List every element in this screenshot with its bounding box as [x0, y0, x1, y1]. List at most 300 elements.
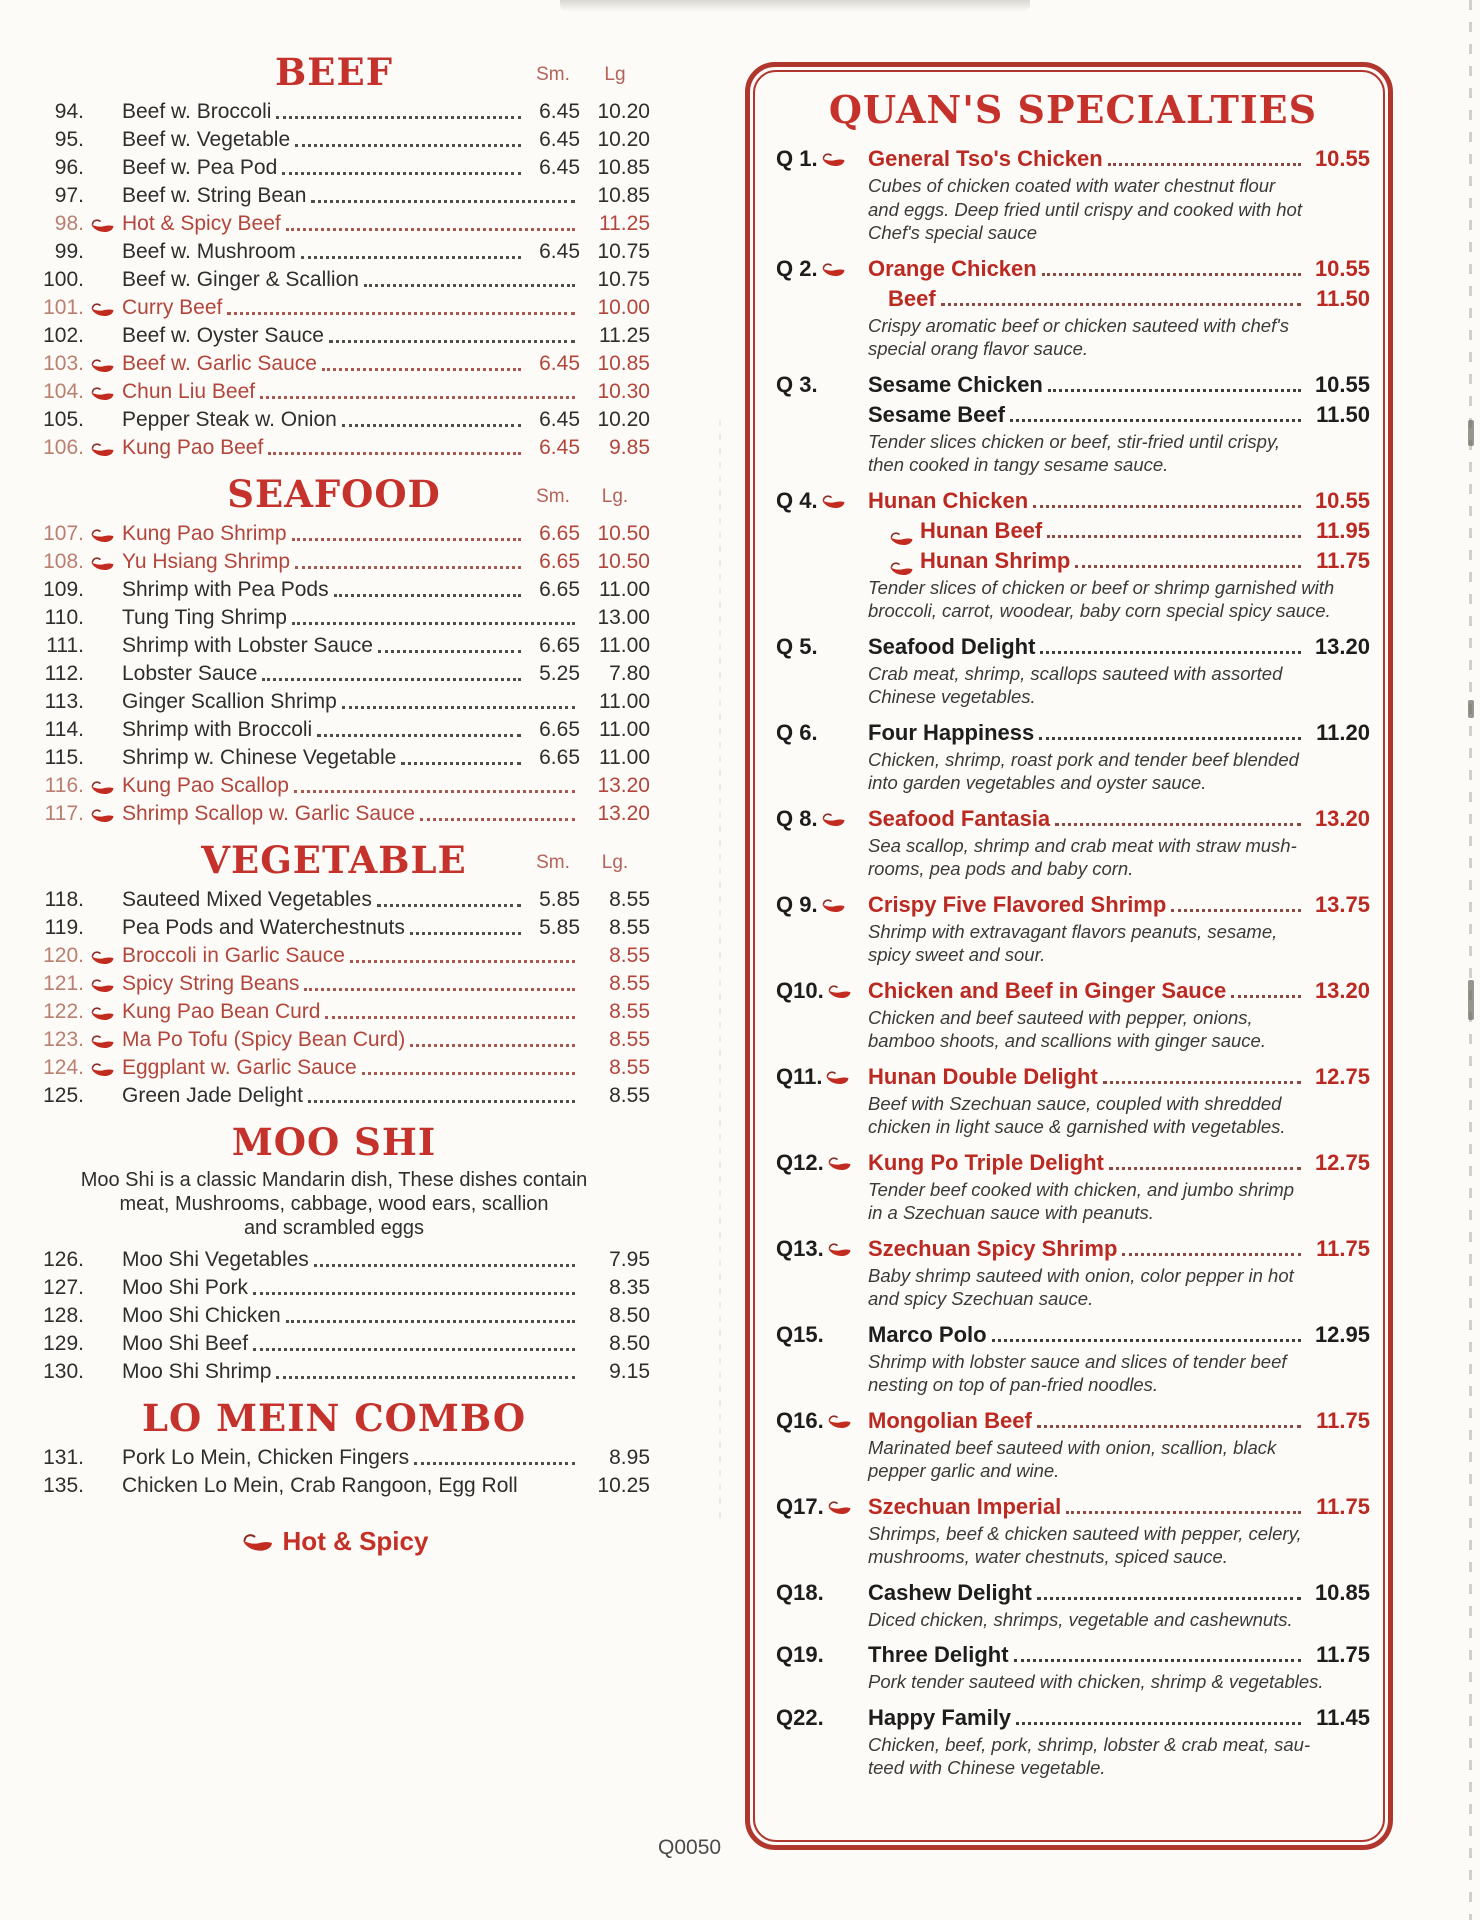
- item-name: Tung Ting Shrimp: [122, 606, 287, 629]
- item-name: Beef w. Garlic Sauce: [122, 352, 317, 375]
- item-number: 106.: [43, 436, 84, 459]
- specialty-line: [776, 284, 1370, 314]
- specialty-description-line: Chef's special sauce: [868, 222, 1038, 243]
- item-name: Eggplant w. Garlic Sauce: [122, 1056, 357, 1079]
- specialty-line: [776, 976, 1370, 1006]
- specialty-line: [776, 1406, 1370, 1436]
- small-size-header: Sm.: [536, 486, 570, 507]
- item-name: Shrimp w. Chinese Vegetable: [122, 746, 397, 769]
- specialty-number: Q17.: [776, 1492, 868, 1522]
- spicy-pepper-icon: [888, 530, 914, 546]
- item-name: Kung Pao Beef: [122, 436, 264, 459]
- specialty-description-line: Beef with Szechuan sauce, coupled with shredded: [868, 1092, 1282, 1114]
- specialty-line: [776, 144, 1370, 174]
- dotted-leader: [276, 116, 521, 119]
- specialty-line: [776, 890, 1370, 920]
- specialty-line: [776, 486, 1370, 516]
- specialty-line: [776, 1148, 1370, 1178]
- specialty-description-line: and spicy Szechuan sauce.: [868, 1288, 1094, 1309]
- specialty-item: [776, 1703, 1370, 1780]
- item-name: Pork Lo Mein, Chicken Fingers: [122, 1446, 410, 1469]
- specialty-price: 11.75: [1316, 1235, 1370, 1261]
- dotted-leader: [941, 303, 1301, 306]
- item-number: 99.: [54, 240, 84, 263]
- item-number: 115.: [44, 746, 84, 769]
- specialty-number: Q22.: [776, 1704, 824, 1730]
- spicy-indicator-slot: [84, 121, 120, 126]
- menu-item-row: [18, 350, 650, 378]
- item-price-large: 11.00: [599, 578, 650, 601]
- specialty-description-line: Cubes of chicken coated with water chestnut flour: [868, 175, 1276, 196]
- item-price-small: 5.85: [539, 916, 580, 939]
- specialty-item: [776, 632, 1370, 709]
- specialty-name: Crispy Five Flavored Shrimp: [868, 891, 1167, 917]
- item-number: 122.: [43, 1000, 84, 1023]
- specialty-description-line: spicy sweet and sour.: [868, 944, 1046, 965]
- specialty-name: Beef: [888, 285, 936, 311]
- item-number: 111.: [46, 634, 84, 657]
- small-size-header: Sm.: [536, 64, 570, 85]
- item-price-large: 8.35: [609, 1276, 650, 1299]
- section-header: [18, 50, 650, 94]
- specialty-number: Q12.: [776, 1148, 868, 1178]
- dotted-leader: [1014, 1659, 1301, 1662]
- spicy-indicator-slot: [84, 1105, 120, 1110]
- menu-section-moo-shi: [18, 1120, 650, 1386]
- dotted-leader: [308, 1100, 575, 1103]
- item-number: 109.: [43, 578, 84, 601]
- size-column-headers: [526, 64, 650, 86]
- dotted-leader: [342, 706, 575, 709]
- dotted-leader: [1048, 389, 1301, 392]
- scan-smudge: [560, 0, 1030, 12]
- item-number: 135.: [43, 1474, 84, 1497]
- specialty-description: [868, 920, 1370, 967]
- dotted-leader: [1109, 1167, 1301, 1170]
- specialty-line: [776, 1234, 1370, 1264]
- specialty-price: 11.45: [1316, 1704, 1370, 1730]
- item-number: 121.: [43, 972, 84, 995]
- item-name: Broccoli in Garlic Sauce: [122, 944, 345, 967]
- specialty-line: [776, 400, 1370, 430]
- section-title: BEEF: [275, 50, 393, 94]
- item-number: 108.: [43, 550, 84, 573]
- spicy-pepper-icon: [89, 779, 115, 795]
- spicy-indicator-slot: [84, 1005, 120, 1026]
- item-number: 110.: [44, 606, 84, 629]
- item-price-large: 11.00: [599, 634, 650, 657]
- menu-item-row: [18, 632, 650, 660]
- left-menu-column: [18, 40, 650, 1557]
- page-edge-line: [1469, 0, 1472, 1920]
- specialty-name: Hunan Chicken: [868, 487, 1029, 513]
- spicy-indicator-slot: [84, 301, 120, 322]
- spicy-pepper-icon: [89, 807, 115, 823]
- dotted-leader: [350, 960, 575, 963]
- item-price-large: 10.20: [597, 408, 650, 431]
- item-number: 114.: [44, 718, 84, 741]
- specialty-description-line: Chinese vegetables.: [868, 686, 1036, 707]
- menu-section-vegetable: [18, 838, 650, 1110]
- specialty-description-line: Pork tender sauteed with chicken, shrimp & vegetables.: [868, 1671, 1324, 1692]
- spicy-indicator-slot: [84, 385, 120, 406]
- specialty-number: Q 9.: [776, 890, 868, 920]
- item-price-large: 8.55: [609, 888, 650, 911]
- item-price-small: 6.65: [539, 718, 580, 741]
- spicy-pepper-icon: [89, 555, 115, 571]
- specialty-item: [776, 370, 1370, 477]
- specialty-line: [776, 1320, 1370, 1350]
- specialty-description-line: Chicken, shrimp, roast pork and tender beef blended: [868, 748, 1299, 770]
- spicy-pepper-icon: [820, 493, 846, 509]
- specialty-name: Sesame Beef: [868, 401, 1005, 427]
- item-number: 123.: [43, 1028, 84, 1051]
- spicy-pepper-icon: [888, 560, 914, 576]
- specialty-description-line: Tender slices chicken or beef, stir-fried until crispy,: [868, 430, 1280, 452]
- item-name: Sauteed Mixed Vegetables: [122, 888, 372, 911]
- menu-item-row: [18, 378, 650, 406]
- specialty-name: Orange Chicken: [868, 255, 1037, 281]
- item-price-large: 11.00: [599, 718, 650, 741]
- specialty-description-line: into garden vegetables and oyster sauce.: [868, 772, 1207, 793]
- menu-item-row: [18, 434, 650, 462]
- item-price-large: 8.55: [609, 1028, 650, 1051]
- spicy-pepper-icon: [826, 1413, 852, 1429]
- item-name: Ma Po Tofu (Spicy Bean Curd): [122, 1028, 406, 1051]
- specialty-description-line: Sea scallop, shrimp and crab meat with straw mush-: [868, 834, 1297, 856]
- specialty-description: [868, 174, 1370, 245]
- dotted-leader: [276, 1376, 575, 1379]
- specialty-line: [776, 254, 1370, 284]
- item-price-small: 5.85: [539, 888, 580, 911]
- dotted-leader: [401, 762, 521, 765]
- item-price-large: 11.25: [599, 212, 650, 235]
- spicy-indicator-slot: [84, 289, 120, 294]
- specialty-price: 13.20: [1314, 805, 1370, 831]
- spicy-indicator-slot: [84, 711, 120, 716]
- specialty-price: 13.20: [1314, 633, 1370, 659]
- specialty-description-line: then cooked in tangy sesame sauce.: [868, 454, 1169, 475]
- item-name: Lobster Sauce: [122, 662, 258, 685]
- scan-mark: [1468, 420, 1474, 446]
- item-price-small: 6.65: [539, 634, 580, 657]
- specialty-description: [868, 1522, 1370, 1569]
- spicy-pepper-icon: [89, 527, 115, 543]
- item-number: 120.: [43, 944, 84, 967]
- spicy-pepper-icon: [89, 357, 115, 373]
- item-number: 98.: [54, 212, 84, 235]
- specialty-price: 11.20: [1316, 719, 1370, 745]
- item-number: 116.: [44, 774, 84, 797]
- item-price-large: 8.55: [609, 916, 650, 939]
- specialty-item: [776, 1578, 1370, 1632]
- specialty-description: [868, 1092, 1370, 1139]
- item-name: Chicken Lo Mein, Crab Rangoon, Egg Roll: [122, 1474, 518, 1497]
- spicy-indicator-slot: [84, 683, 120, 688]
- dotted-leader: [1066, 1511, 1301, 1514]
- specialty-number: Q11.: [776, 1062, 868, 1092]
- item-name: Curry Beef: [122, 296, 223, 319]
- item-price-large: 8.55: [609, 1084, 650, 1107]
- menu-item-row: [18, 1444, 650, 1472]
- menu-item-row: [18, 98, 650, 126]
- dotted-leader: [260, 396, 575, 399]
- specialty-price: 11.75: [1316, 1407, 1370, 1433]
- specialty-description: [868, 662, 1370, 709]
- specialty-item: [776, 486, 1370, 623]
- item-name: Kung Pao Shrimp: [122, 522, 287, 545]
- dotted-leader: [317, 734, 521, 737]
- specialty-number: Q 8.: [776, 804, 868, 834]
- section-header: [18, 472, 650, 516]
- specialty-description-line: Chicken, beef, pork, shrimp, lobster & crab meat, sau-: [868, 1733, 1311, 1755]
- specialty-item: [776, 1234, 1370, 1311]
- specialty-description-line: rooms, pea pods and baby corn.: [868, 858, 1134, 879]
- dotted-leader: [292, 538, 521, 541]
- specialty-price: 11.95: [1316, 517, 1370, 543]
- specialty-price: 11.50: [1316, 401, 1370, 427]
- menu-item-row: [18, 998, 650, 1026]
- item-price-large: 11.25: [599, 324, 650, 347]
- item-price-large: 8.55: [609, 972, 650, 995]
- item-price-large: 10.85: [597, 352, 650, 375]
- item-number: 129.: [43, 1332, 84, 1355]
- hot-spicy-label: Hot & Spicy: [282, 1526, 429, 1556]
- item-name: Moo Shi Chicken: [122, 1304, 281, 1327]
- item-price-large: 7.80: [609, 662, 650, 685]
- specialty-description-line: special orang flavor sauce.: [868, 338, 1089, 359]
- item-name: Ginger Scallion Shrimp: [122, 690, 337, 713]
- scan-mark: [1468, 980, 1474, 1020]
- section-description-line: Moo Shi is a classic Mandarin dish, These dishes contain: [80, 1169, 588, 1191]
- dotted-leader: [286, 228, 575, 231]
- specialty-price: 10.85: [1314, 1579, 1370, 1605]
- item-number: 124.: [43, 1056, 84, 1079]
- menu-item-row: [18, 406, 650, 434]
- menu-item-row: [18, 1054, 650, 1082]
- specialty-name: General Tso's Chicken: [868, 146, 1103, 171]
- size-column-headers: [526, 852, 650, 874]
- specialty-number: Q15.: [776, 1321, 824, 1347]
- specialty-price: 11.75: [1316, 1642, 1370, 1667]
- dotted-leader: [304, 988, 575, 991]
- spicy-indicator-slot: [84, 767, 120, 772]
- specialty-price: 13.75: [1314, 891, 1370, 917]
- specialty-number: Q16.: [776, 1406, 868, 1436]
- item-number: 117.: [44, 802, 84, 825]
- item-number: 113.: [44, 690, 84, 713]
- spicy-indicator-slot: [84, 527, 120, 548]
- dotted-leader: [301, 256, 521, 259]
- dotted-leader: [295, 566, 521, 569]
- item-name: Beef w. Ginger & Scallion: [122, 268, 359, 291]
- item-number: 126.: [43, 1248, 84, 1271]
- dotted-leader: [286, 1320, 575, 1323]
- specialty-line: [776, 546, 1370, 576]
- specialty-price: 10.55: [1314, 487, 1370, 513]
- section-header: [18, 1396, 650, 1440]
- spicy-pepper-icon: [89, 385, 115, 401]
- spicy-indicator-slot: [84, 909, 120, 914]
- specialty-price: 13.20: [1314, 977, 1370, 1003]
- item-number: 119.: [44, 916, 84, 939]
- specialty-description: [868, 748, 1370, 795]
- spicy-indicator-slot: [84, 1353, 120, 1358]
- specialty-name: Happy Family: [868, 1704, 1012, 1730]
- specialty-name: Marco Polo: [868, 1321, 987, 1347]
- dotted-leader: [1231, 995, 1301, 998]
- item-name: Kung Pao Scallop: [122, 774, 289, 797]
- item-price-small: 5.25: [539, 662, 580, 685]
- spicy-pepper-icon: [820, 811, 846, 827]
- dotted-leader: [1037, 1597, 1301, 1600]
- item-price-large: 10.50: [597, 522, 650, 545]
- item-name: Hot & Spicy Beef: [122, 212, 281, 235]
- menu-item-row: [18, 942, 650, 970]
- dotted-leader: [1103, 1081, 1301, 1084]
- menu-item-row: [18, 772, 650, 800]
- dotted-leader: [1042, 273, 1301, 276]
- dotted-leader: [1055, 823, 1301, 826]
- specialty-name: Hunan Shrimp: [920, 547, 1071, 573]
- item-name: Kung Pao Bean Curd: [122, 1000, 321, 1023]
- specialty-description-line: mushrooms, water chestnuts, spiced sauce.: [868, 1546, 1228, 1567]
- specialty-line: [776, 1640, 1370, 1670]
- item-price-small: 6.45: [539, 352, 580, 375]
- specialty-description-line: Shrimps, beef & chicken sauteed with pepper, celery,: [868, 1522, 1302, 1544]
- specialty-item: [776, 1640, 1370, 1694]
- item-price-large: 13.20: [597, 802, 650, 825]
- menu-item-row: [18, 1274, 650, 1302]
- section-description: [18, 1168, 650, 1240]
- specialty-name: Szechuan Spicy Shrimp: [868, 1235, 1118, 1261]
- item-price-large: 7.95: [609, 1248, 650, 1271]
- dotted-leader: [342, 424, 521, 427]
- menu-item-row: [18, 238, 650, 266]
- dotted-leader: [1171, 909, 1301, 912]
- specialty-number: Q19.: [776, 1642, 824, 1667]
- specialty-name: Seafood Delight: [868, 633, 1036, 659]
- spicy-indicator-slot: [84, 429, 120, 434]
- dotted-leader: [1108, 163, 1301, 166]
- specialty-item: [776, 804, 1370, 881]
- item-price-large: 8.55: [609, 1000, 650, 1023]
- item-name: Beef w. Broccoli: [122, 100, 272, 123]
- item-price-large: 10.85: [597, 184, 650, 207]
- item-price-small: 6.65: [539, 746, 580, 769]
- specialty-item: [776, 976, 1370, 1053]
- spicy-indicator-slot: [84, 441, 120, 462]
- specialty-description: [868, 1350, 1370, 1397]
- specialty-description-line: Crab meat, shrimp, scallops sauteed with assorted: [868, 662, 1283, 684]
- specialty-description: [868, 576, 1370, 623]
- item-number: 127.: [43, 1276, 84, 1299]
- spicy-indicator-slot: [84, 779, 120, 800]
- dotted-leader: [268, 452, 521, 455]
- spicy-pepper-icon: [89, 441, 115, 457]
- menu-item-row: [18, 154, 650, 182]
- specialty-price: 11.75: [1316, 547, 1370, 573]
- item-price-small: 6.65: [539, 522, 580, 545]
- specialty-description-line: Marinated beef sauteed with onion, scallion, black: [868, 1436, 1277, 1458]
- spicy-indicator-slot: [84, 1495, 120, 1500]
- specialty-item: [776, 718, 1370, 795]
- specialty-name: Hunan Beef: [920, 517, 1043, 543]
- spicy-pepper-icon: [89, 301, 115, 317]
- specialty-description-line: Tender slices of chicken or beef or shrimp garnished with: [868, 576, 1335, 598]
- item-number: 104.: [43, 380, 84, 403]
- dotted-leader: [1122, 1253, 1301, 1256]
- spicy-indicator-slot: [84, 1381, 120, 1386]
- spicy-pepper-icon: [820, 897, 846, 913]
- specialty-description-line: and eggs. Deep fried until crispy and cooked with hot: [868, 198, 1302, 220]
- item-number: 130.: [43, 1360, 84, 1383]
- item-number: 118.: [44, 888, 84, 911]
- specialty-description: [868, 834, 1370, 881]
- item-price-small: 6.45: [539, 100, 580, 123]
- item-price-small: 6.45: [539, 408, 580, 431]
- specialty-description: [868, 1670, 1370, 1694]
- item-number: 96.: [54, 156, 84, 179]
- hot-spicy-legend: [18, 1526, 650, 1557]
- menu-item-row: [18, 1082, 650, 1110]
- specialty-line: [776, 1703, 1370, 1733]
- menu-item-row: [18, 294, 650, 322]
- dotted-leader: [1040, 651, 1301, 654]
- item-name: Green Jade Delight: [122, 1084, 303, 1107]
- dotted-leader: [311, 200, 575, 203]
- menu-item-row: [18, 520, 650, 548]
- menu-item-row: [18, 914, 650, 942]
- dotted-leader: [1047, 535, 1301, 538]
- specialty-number: Q18.: [776, 1579, 824, 1605]
- spicy-indicator-slot: [84, 149, 120, 154]
- section-description-line: meat, Mushrooms, cabbage, wood ears, scallion: [119, 1193, 549, 1215]
- dotted-leader: [329, 340, 575, 343]
- item-price-large: 9.15: [609, 1360, 650, 1383]
- item-price-small: 6.45: [539, 436, 580, 459]
- menu-item-row: [18, 886, 650, 914]
- large-size-header: Lg.: [601, 486, 629, 507]
- item-name: Chun Liu Beef: [122, 380, 256, 403]
- item-name: Shrimp with Broccoli: [122, 718, 313, 741]
- specialty-name: Kung Po Triple Delight: [868, 1149, 1104, 1175]
- dotted-leader: [1075, 565, 1301, 568]
- specialty-item: [776, 144, 1370, 245]
- specialty-description-line: Baby shrimp sauteed with onion, color pepper in hot: [868, 1264, 1294, 1286]
- section-description-line: and scrambled eggs: [243, 1217, 425, 1239]
- section-title: MOO SHI: [231, 1120, 437, 1164]
- item-number: 131.: [43, 1446, 84, 1469]
- specialty-description-line: Chicken and beef sauteed with pepper, onions,: [868, 1006, 1253, 1028]
- scan-mark: [1468, 700, 1474, 718]
- menu-item-row: [18, 800, 650, 828]
- menu-item-row: [18, 970, 650, 998]
- specialty-line: [776, 516, 1370, 546]
- specialty-description-line: broccoli, carrot, woodear, baby corn special spicy sauce.: [868, 600, 1331, 621]
- spicy-pepper-icon: [826, 983, 852, 999]
- specialty-description-line: Crispy aromatic beef or chicken sauteed with chef's: [868, 314, 1290, 336]
- spicy-pepper-icon: [89, 1061, 115, 1077]
- menu-item-row: [18, 126, 650, 154]
- spicy-pepper-icon: [824, 1069, 850, 1085]
- section-header: [18, 1120, 650, 1164]
- spicy-indicator-slot: [84, 205, 120, 210]
- specialty-item: [776, 1492, 1370, 1569]
- item-price-large: 8.95: [609, 1446, 650, 1469]
- specialty-line: [776, 718, 1370, 748]
- item-price-large: 10.25: [597, 1474, 650, 1497]
